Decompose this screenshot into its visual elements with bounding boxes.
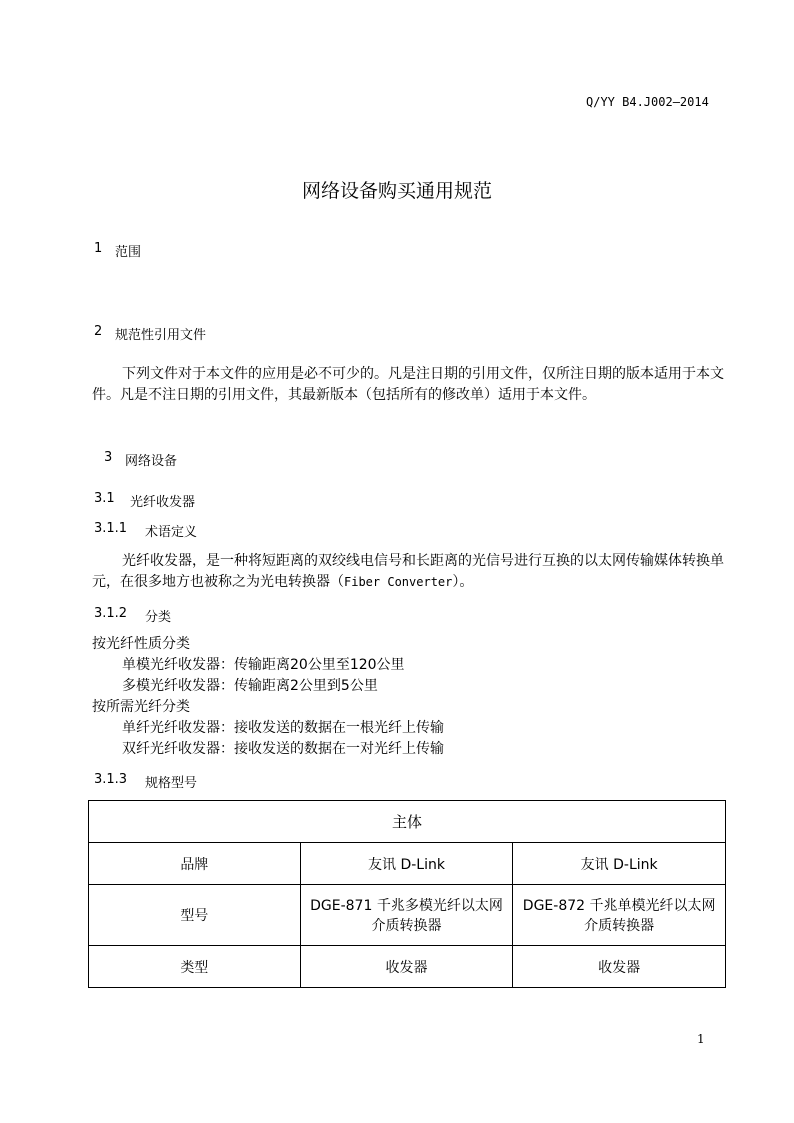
row-label-type: 类型	[89, 946, 301, 988]
category-fiber-count: 按所需光纤分类	[92, 699, 190, 715]
section-3-1-number: 3.1	[94, 491, 115, 506]
section-2-paragraph-line-2: 件。凡是不注日期的引用文件，其最新版本（包括所有的修改单）适用于本文件。	[92, 387, 596, 403]
section-3-1-3-title: 规格型号	[145, 776, 198, 791]
section-2-title: 规范性引用文件	[115, 328, 207, 343]
section-3-1-title: 光纤收发器	[130, 495, 196, 510]
section-1-title: 范围	[115, 245, 142, 260]
page-title: 网络设备购买通用规范	[301, 180, 492, 202]
definition-line-1: 光纤收发器，是一种将短距离的双绞线电信号和长距离的光信号进行互换的以太网传输媒体转换单	[122, 553, 724, 569]
table-header-row	[89, 801, 726, 843]
section-1-number: 1	[94, 241, 103, 256]
section-3-number: 3	[104, 450, 113, 465]
section-3-1-1-title: 术语定义	[145, 525, 198, 540]
section-2-number: 2	[94, 324, 103, 339]
document-code: Q/YY B4.J002—2014	[586, 95, 709, 109]
brand-value-2: 友讯 D-Link	[513, 843, 726, 885]
category-item-single-fiber: 单纤光纤收发器：接收发送的数据在一根光纤上传输	[122, 720, 444, 736]
definition-line-2	[92, 572, 473, 593]
section-3-1-2-title: 分类	[145, 610, 172, 625]
category-item-multi-mode: 多模光纤收发器：传输距离2公里到5公里	[122, 678, 378, 694]
section-3-title: 网络设备	[125, 454, 178, 469]
type-value-1: 收发器	[300, 946, 513, 988]
category-item-single-mode: 单模光纤收发器：传输距离20公里至120公里	[122, 657, 405, 673]
row-label-brand: 品牌	[89, 843, 301, 885]
table-row	[89, 946, 726, 988]
definition-line-2-text: 元，在很多地方也被称之为光电转换器（	[92, 574, 344, 590]
spec-table	[88, 800, 726, 988]
model-value-1: DGE-871 千兆多模光纤以太网介质转换器	[300, 885, 513, 946]
page-number: 1	[697, 1032, 705, 1046]
definition-line-2-end: ）。	[452, 574, 474, 590]
brand-value-1: 友讯 D-Link	[300, 843, 513, 885]
section-3-1-3-number: 3.1.3	[94, 772, 128, 787]
table-row	[89, 843, 726, 885]
section-2-paragraph-line-1: 下列文件对于本文件的应用是必不可少的。凡是注日期的引用文件，仅所注日期的版本适用于本文	[122, 366, 724, 382]
fiber-converter-term: Fiber Converter	[344, 575, 453, 589]
type-value-2: 收发器	[513, 946, 726, 988]
section-3-1-2-number: 3.1.2	[94, 606, 128, 621]
table-header: 主体	[89, 801, 726, 843]
model-value-2: DGE-872 千兆单模光纤以太网介质转换器	[513, 885, 726, 946]
table-row	[89, 885, 726, 946]
row-label-model: 型号	[89, 885, 301, 946]
category-fiber-nature: 按光纤性质分类	[92, 636, 190, 652]
section-3-1-1-number: 3.1.1	[94, 521, 128, 536]
category-item-dual-fiber: 双纤光纤收发器：接收发送的数据在一对光纤上传输	[122, 741, 444, 757]
